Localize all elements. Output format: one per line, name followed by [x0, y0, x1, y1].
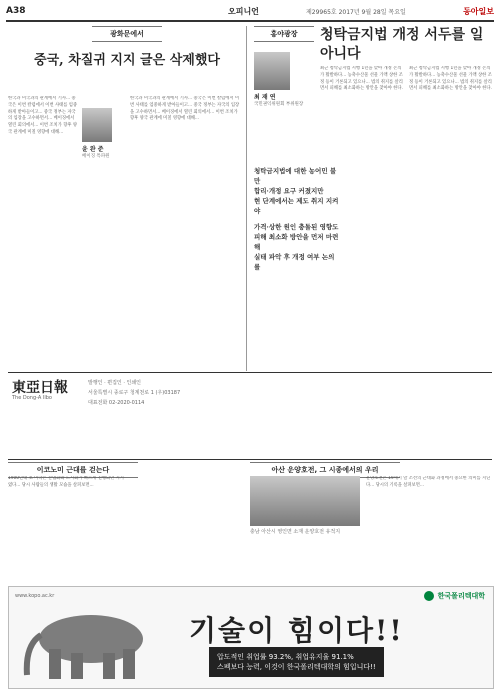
author-role: 국민권익위원회 부위원장 — [254, 102, 304, 107]
column-badge: 아산 운양호전, 그 시종에서의 우리 — [250, 462, 400, 478]
masthead-name: 東亞日報 — [12, 380, 68, 396]
left-column — [8, 26, 247, 371]
ad-subcopy-line: 스펙보다 능력, 이것이 한국폴리텍대학의 힘입니다!! — [217, 663, 376, 671]
page-number: A38 — [6, 6, 26, 16]
ad-url: www.kopo.ac.kr — [15, 593, 55, 599]
article-photo — [250, 476, 360, 526]
logo-icon — [424, 591, 434, 601]
quote-line: 피해 최소화 방안을 먼저 마련해 — [254, 233, 339, 251]
ad-school-name: 한국폴리텍대학 — [437, 592, 485, 600]
quote-line: 청탁금지법에 대한 농어민 불만 — [254, 167, 337, 185]
author-name: 최 재 연 — [254, 94, 276, 101]
lower-right-article — [250, 462, 492, 580]
page-header — [6, 6, 494, 22]
author-photo — [82, 108, 112, 142]
column-badge: 이코노미 근대를 걷는다 — [8, 462, 138, 478]
ad-main-copy: 기술이 힘이다!! — [189, 614, 404, 647]
author-name: 윤 완 준 — [82, 146, 104, 153]
article-body: 운양호전은 19세기 말 조선의 근대화 과정에서 중요한 의미를 지닌다... 당시의 기록을 살펴보면... — [366, 476, 491, 488]
article-body: 1900년대 초 미국은 산업화와 도시화가 빠르게 진행되던 시기였다... 당시 사람들의 생활 모습을 살펴보면... — [8, 476, 124, 488]
article-headline: 청탁금지법 개정 서두를 일 아니다 — [320, 27, 484, 62]
article-body: 최근 청탁금지법 시행 1년을 맞아 개정 논의가 활발하다... 농축수산물 선물 가액 상한 조정 등이 거론되고 있으나... 법의 취지를 살리면서 피해를 최소화하는 방안을 찾아야 한다. — [320, 66, 403, 92]
article-body: 한국과 미국과의 관계에서 기사... 중국은 이번 칼럼에서 이번 사태를 엄중하게 받아들이고... 중국 정부는 자국의 입장을 고수하면서... 베이징에서 열린 회의에서... 이번 조치가 향후 양국 관계에 미칠 영향에 대해... — [8, 96, 78, 135]
right-column — [254, 26, 492, 371]
ad-subcopy-line: 압도적인 취업률 93.2%, 취업유지율 91.1% — [217, 653, 354, 661]
author-photo — [254, 52, 290, 90]
masthead-subtitle: The Dong-A Ilbo — [12, 395, 52, 401]
ad-subcopy — [209, 647, 384, 677]
article-body-col2: 최근 청탁금지법 시행 1년을 맞아 개정 논의가 활발하다... 농축수산물 선물 가액 상한 조정 등이 거론되고 있으나... 법의 취지를 살리면서 피해를 최소화하는 방안을 찾아야 한다. — [409, 66, 492, 92]
column-badge: 광화문에서 — [92, 26, 162, 42]
ad-school-logo — [424, 591, 485, 601]
advertisement — [8, 586, 494, 689]
masthead-contact: 서울특별시 종로구 청계천로 1 (우)03187 — [88, 390, 181, 396]
lower-section — [8, 462, 492, 582]
elephant-icon — [21, 605, 161, 683]
masthead-phone: 대표전화 02-2020-0114 — [88, 400, 145, 406]
author-byline — [254, 92, 314, 107]
photo-caption: 충남 아산시 영인면 소재 운양호전 유적지 — [250, 529, 341, 535]
section-title: 오피니언 — [228, 7, 259, 16]
article-headline: 중국, 차질귀 지지 글은 삭제했다 — [34, 53, 220, 68]
author-role: 베이징 특파원 — [82, 154, 110, 159]
quote-line: 실태 파악 후 개정 여부 논의를 — [254, 253, 335, 271]
masthead — [8, 372, 492, 460]
column-badge: 홍야광장 — [254, 26, 314, 42]
masthead-info: 발행인 · 편집인 · 인쇄인 — [88, 380, 142, 386]
issue-info: 제29965호 2017년 9월 28일 목요일 — [306, 9, 406, 16]
newspaper-logo: 동아일보 — [463, 7, 494, 16]
article-body-col2: 한국과 미국과의 관계에서 기사... 중국은 이번 칼럼에서 이번 사태를 엄중하게 받아들이고... 중국 정부는 자국의 입장을 고수하면서... 베이징에서 열린 회의에서... 이번 조치가 향후 양국 관계에 미칠 영향에 대해... — [130, 96, 240, 122]
quote-line: 현 단계에서는 제도 취지 지켜야 — [254, 197, 339, 215]
quote-line: 가격·상한 원인 충돌된 영향도 — [254, 223, 339, 231]
quote-line: 합리·개정 요구 커졌지만 — [254, 187, 324, 195]
